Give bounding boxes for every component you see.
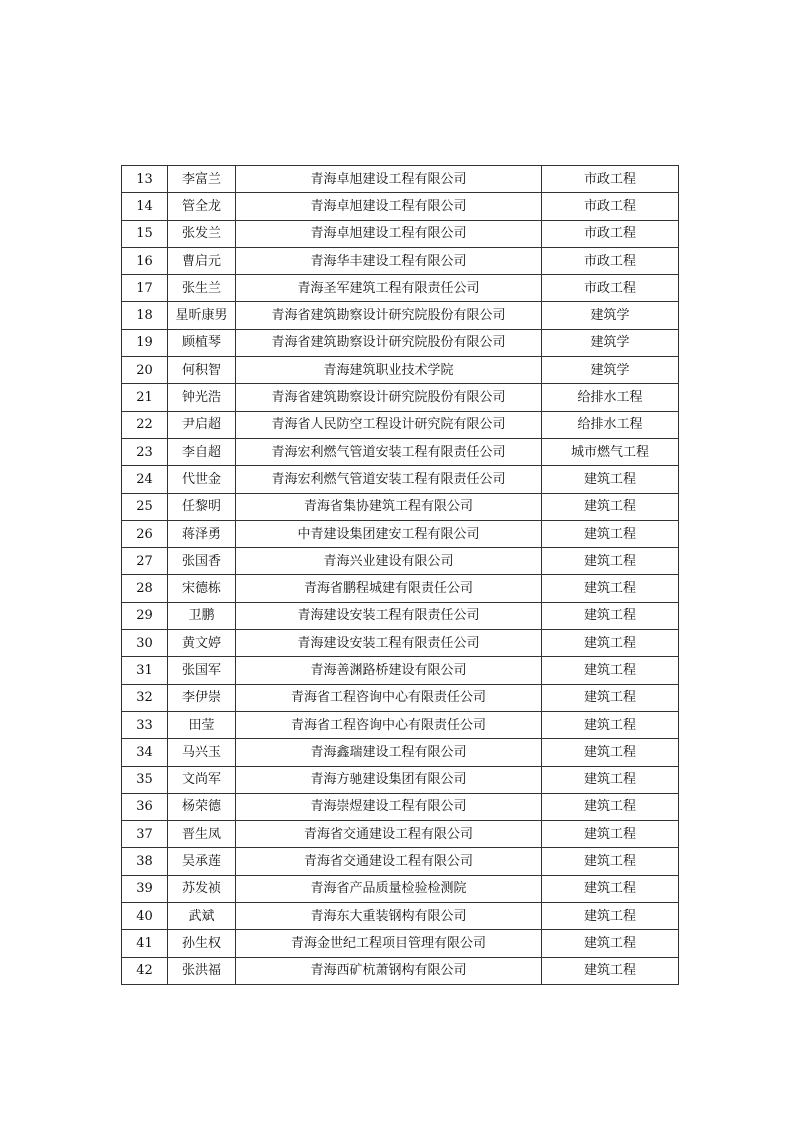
major-cell: 建筑工程 <box>542 466 679 493</box>
row-number-cell: 35 <box>122 766 168 793</box>
company-cell: 青海省交通建设工程有限公司 <box>236 821 542 848</box>
row-number-cell: 21 <box>122 384 168 411</box>
person-name-cell: 张国军 <box>168 657 236 684</box>
company-cell: 青海省鹏程城建有限责任公司 <box>236 575 542 602</box>
company-cell: 青海兴业建设有限公司 <box>236 548 542 575</box>
table-row <box>122 711 679 738</box>
roster-table <box>121 165 679 985</box>
company-cell: 青海卓旭建设工程有限公司 <box>236 193 542 220</box>
company-cell: 青海省建筑勘察设计研究院股份有限公司 <box>236 329 542 356</box>
row-number-cell: 23 <box>122 438 168 465</box>
person-name-cell: 宋德栋 <box>168 575 236 602</box>
table-row <box>122 848 679 875</box>
table-row <box>122 493 679 520</box>
major-cell: 建筑工程 <box>542 848 679 875</box>
row-number-cell: 28 <box>122 575 168 602</box>
table-row <box>122 630 679 657</box>
row-number-cell: 20 <box>122 357 168 384</box>
person-name-cell: 马兴玉 <box>168 739 236 766</box>
company-cell: 青海圣军建筑工程有限责任公司 <box>236 275 542 302</box>
person-name-cell: 顾植琴 <box>168 329 236 356</box>
table-row <box>122 793 679 820</box>
company-cell: 青海华丰建设工程有限公司 <box>236 247 542 274</box>
person-name-cell: 李富兰 <box>168 166 236 193</box>
company-cell: 青海方驰建设集团有限公司 <box>236 766 542 793</box>
table-row <box>122 384 679 411</box>
company-cell: 青海卓旭建设工程有限公司 <box>236 166 542 193</box>
row-number-cell: 31 <box>122 657 168 684</box>
row-number-cell: 27 <box>122 548 168 575</box>
table-row <box>122 766 679 793</box>
person-name-cell: 吴承莲 <box>168 848 236 875</box>
major-cell: 建筑工程 <box>542 711 679 738</box>
table-row <box>122 602 679 629</box>
table-row <box>122 821 679 848</box>
major-cell: 建筑工程 <box>542 602 679 629</box>
row-number-cell: 40 <box>122 903 168 930</box>
person-name-cell: 何积智 <box>168 357 236 384</box>
company-cell: 青海省集协建筑工程有限公司 <box>236 493 542 520</box>
company-cell: 青海崇煜建设工程有限公司 <box>236 793 542 820</box>
person-name-cell: 李自超 <box>168 438 236 465</box>
table-row <box>122 548 679 575</box>
company-cell: 青海省工程咨询中心有限责任公司 <box>236 711 542 738</box>
person-name-cell: 曹启元 <box>168 247 236 274</box>
table-row <box>122 520 679 547</box>
row-number-cell: 17 <box>122 275 168 302</box>
person-name-cell: 苏发祯 <box>168 875 236 902</box>
major-cell: 建筑工程 <box>542 957 679 984</box>
person-name-cell: 孙生权 <box>168 930 236 957</box>
major-cell: 市政工程 <box>542 193 679 220</box>
company-cell: 青海宏利燃气管道安装工程有限责任公司 <box>236 466 542 493</box>
person-name-cell: 晋生凤 <box>168 821 236 848</box>
row-number-cell: 36 <box>122 793 168 820</box>
table-row <box>122 220 679 247</box>
table-row <box>122 575 679 602</box>
major-cell: 建筑学 <box>542 357 679 384</box>
company-cell: 青海省人民防空工程设计研究院有限公司 <box>236 411 542 438</box>
row-number-cell: 34 <box>122 739 168 766</box>
table-row <box>122 166 679 193</box>
person-name-cell: 杨荣德 <box>168 793 236 820</box>
row-number-cell: 14 <box>122 193 168 220</box>
major-cell: 建筑工程 <box>542 821 679 848</box>
major-cell: 给排水工程 <box>542 384 679 411</box>
company-cell: 青海省交通建设工程有限公司 <box>236 848 542 875</box>
major-cell: 市政工程 <box>542 220 679 247</box>
table-row <box>122 329 679 356</box>
company-cell: 青海省建筑勘察设计研究院股份有限公司 <box>236 302 542 329</box>
row-number-cell: 15 <box>122 220 168 247</box>
company-cell: 青海善渊路桥建设有限公司 <box>236 657 542 684</box>
major-cell: 建筑工程 <box>542 875 679 902</box>
company-cell: 青海建筑职业技术学院 <box>236 357 542 384</box>
row-number-cell: 32 <box>122 684 168 711</box>
row-number-cell: 26 <box>122 520 168 547</box>
company-cell: 青海建设安装工程有限责任公司 <box>236 602 542 629</box>
company-cell: 青海建设安装工程有限责任公司 <box>236 630 542 657</box>
row-number-cell: 24 <box>122 466 168 493</box>
row-number-cell: 19 <box>122 329 168 356</box>
row-number-cell: 18 <box>122 302 168 329</box>
major-cell: 建筑工程 <box>542 630 679 657</box>
table-row <box>122 930 679 957</box>
person-name-cell: 任黎明 <box>168 493 236 520</box>
table-row <box>122 466 679 493</box>
person-name-cell: 卫鹏 <box>168 602 236 629</box>
table-row <box>122 739 679 766</box>
major-cell: 城市燃气工程 <box>542 438 679 465</box>
person-name-cell: 星昕康男 <box>168 302 236 329</box>
row-number-cell: 41 <box>122 930 168 957</box>
row-number-cell: 33 <box>122 711 168 738</box>
major-cell: 市政工程 <box>542 166 679 193</box>
company-cell: 中青建设集团建安工程有限公司 <box>236 520 542 547</box>
table-row <box>122 302 679 329</box>
major-cell: 市政工程 <box>542 247 679 274</box>
major-cell: 给排水工程 <box>542 411 679 438</box>
row-number-cell: 38 <box>122 848 168 875</box>
table-row <box>122 411 679 438</box>
person-name-cell: 田莹 <box>168 711 236 738</box>
company-cell: 青海宏利燃气管道安装工程有限责任公司 <box>236 438 542 465</box>
table-row <box>122 657 679 684</box>
major-cell: 建筑学 <box>542 329 679 356</box>
major-cell: 建筑工程 <box>542 657 679 684</box>
person-name-cell: 张生兰 <box>168 275 236 302</box>
person-name-cell: 管全龙 <box>168 193 236 220</box>
company-cell: 青海东大重装钢构有限公司 <box>236 903 542 930</box>
person-name-cell: 钟光浩 <box>168 384 236 411</box>
major-cell: 建筑工程 <box>542 548 679 575</box>
company-cell: 青海省工程咨询中心有限责任公司 <box>236 684 542 711</box>
company-cell: 青海卓旭建设工程有限公司 <box>236 220 542 247</box>
table-row <box>122 684 679 711</box>
table-row <box>122 903 679 930</box>
major-cell: 建筑工程 <box>542 520 679 547</box>
row-number-cell: 30 <box>122 630 168 657</box>
person-name-cell: 文尚军 <box>168 766 236 793</box>
person-name-cell: 张国香 <box>168 548 236 575</box>
row-number-cell: 16 <box>122 247 168 274</box>
row-number-cell: 37 <box>122 821 168 848</box>
major-cell: 建筑工程 <box>542 493 679 520</box>
table-row <box>122 193 679 220</box>
major-cell: 建筑工程 <box>542 793 679 820</box>
table-row <box>122 875 679 902</box>
row-number-cell: 39 <box>122 875 168 902</box>
row-number-cell: 42 <box>122 957 168 984</box>
major-cell: 建筑学 <box>542 302 679 329</box>
table-row <box>122 957 679 984</box>
major-cell: 建筑工程 <box>542 930 679 957</box>
table-row <box>122 247 679 274</box>
person-name-cell: 蒋泽勇 <box>168 520 236 547</box>
person-name-cell: 黄文婷 <box>168 630 236 657</box>
major-cell: 建筑工程 <box>542 684 679 711</box>
roster-table-body <box>122 166 679 985</box>
company-cell: 青海省产品质量检验检测院 <box>236 875 542 902</box>
row-number-cell: 29 <box>122 602 168 629</box>
row-number-cell: 13 <box>122 166 168 193</box>
person-name-cell: 武斌 <box>168 903 236 930</box>
person-name-cell: 李伊崇 <box>168 684 236 711</box>
major-cell: 建筑工程 <box>542 575 679 602</box>
major-cell: 建筑工程 <box>542 739 679 766</box>
person-name-cell: 张发兰 <box>168 220 236 247</box>
table-row <box>122 438 679 465</box>
row-number-cell: 22 <box>122 411 168 438</box>
company-cell: 青海鑫瑞建设工程有限公司 <box>236 739 542 766</box>
person-name-cell: 张洪福 <box>168 957 236 984</box>
person-name-cell: 代世金 <box>168 466 236 493</box>
table-row <box>122 275 679 302</box>
company-cell: 青海省建筑勘察设计研究院股份有限公司 <box>236 384 542 411</box>
company-cell: 青海金世纪工程项目管理有限公司 <box>236 930 542 957</box>
major-cell: 建筑工程 <box>542 903 679 930</box>
major-cell: 建筑工程 <box>542 766 679 793</box>
person-name-cell: 尹启超 <box>168 411 236 438</box>
major-cell: 市政工程 <box>542 275 679 302</box>
table-row <box>122 357 679 384</box>
row-number-cell: 25 <box>122 493 168 520</box>
company-cell: 青海西矿杭萧钢构有限公司 <box>236 957 542 984</box>
